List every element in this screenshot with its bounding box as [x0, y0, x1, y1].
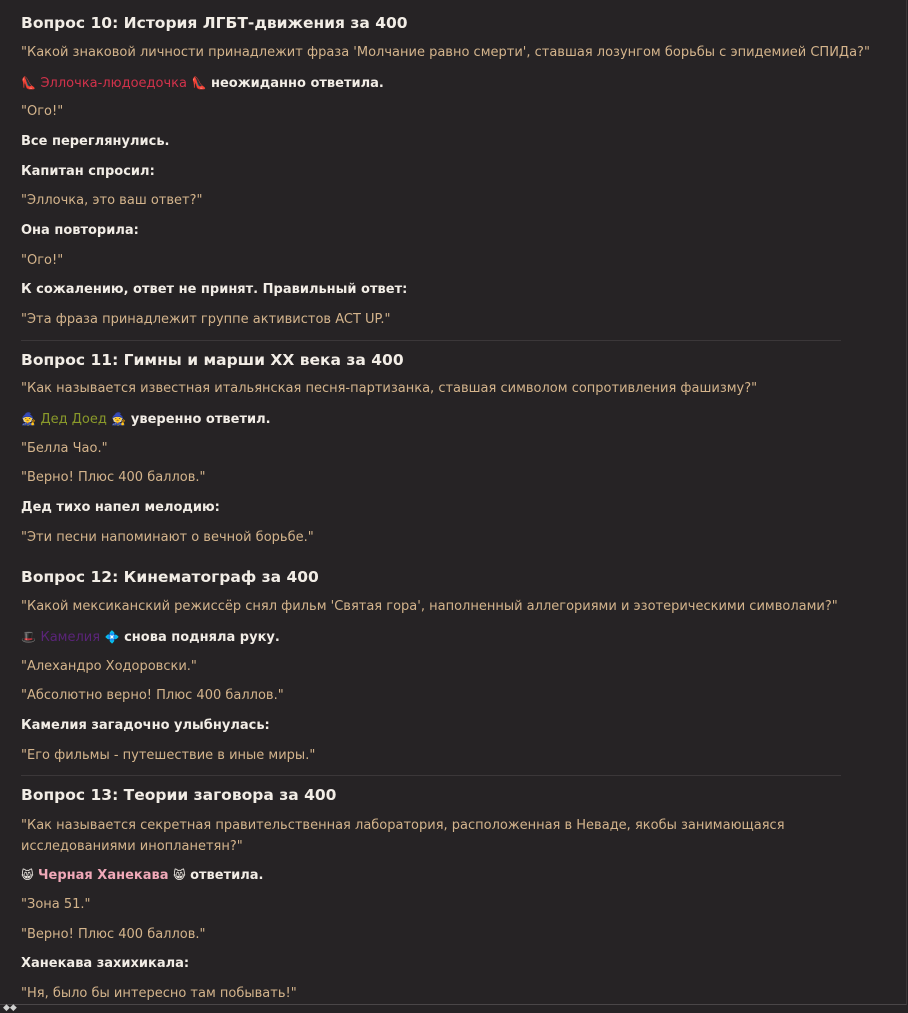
scroll-arrow-icon[interactable]: ◆◆ — [3, 1003, 17, 1013]
responder-action: уверенно ответил. — [130, 412, 271, 427]
responder-action: снова подняла руку. — [124, 630, 280, 645]
question-header: Вопрос 13: Теории заговора за 400 — [21, 786, 337, 804]
wizard-icon: 🧙 — [111, 412, 127, 426]
question-text: "Как называется известная итальянская песня-партизанка, ставшая символом сопротивления фашизму?" — [21, 381, 758, 396]
quote-line: "Ого!" — [21, 253, 64, 268]
quote-line: "Эти песни напоминают о вечной борьбе." — [21, 530, 314, 545]
narration-line: Все переглянулись. — [21, 134, 170, 149]
quote-line: "Ня, было бы интересно там побывать!" — [21, 986, 297, 1001]
wizard-icon: 🧙 — [21, 412, 36, 426]
responder-name[interactable]: Камелия — [40, 630, 101, 645]
question-header: Вопрос 10: История ЛГБТ-движения за 400 — [21, 14, 408, 32]
question-header: Вопрос 12: Кинематограф за 400 — [21, 568, 319, 586]
quote-line: "Ого!" — [21, 104, 64, 119]
cat-icon: 😸 — [21, 868, 34, 882]
responder-line — [21, 410, 271, 429]
narration-line: К сожалению, ответ не принят. Правильный ответ: — [21, 282, 408, 297]
heel-icon: 👠 — [191, 76, 207, 90]
narration-line: Дед тихо напел мелодию: — [21, 500, 220, 515]
question-text: "Какой мексиканский режиссёр снял фильм 'Святая гора', наполненный аллегориями и эзотерическими символами?" — [21, 599, 838, 614]
diamond-icon: 💠 — [104, 630, 120, 644]
quote-line: "Абсолютно верно! Плюс 400 баллов." — [21, 688, 284, 703]
narration-line: Капитан спросил: — [21, 164, 155, 179]
quote-line: "Белла Чао." — [21, 441, 108, 456]
responder-action: ответила. — [190, 868, 264, 883]
section-divider — [21, 775, 841, 776]
narration-line: Камелия загадочно улыбнулась: — [21, 718, 270, 733]
responder-line — [21, 866, 263, 885]
heel-icon: 👠 — [21, 76, 36, 90]
narration-line: Ханекава захихикала: — [21, 956, 190, 971]
responder-name[interactable]: Эллочка-людоедочка — [40, 76, 187, 91]
responder-line — [21, 74, 384, 93]
responder-name[interactable]: Дед Доед — [40, 412, 107, 427]
section-divider — [21, 340, 841, 341]
narration-line: Она повторила: — [21, 223, 139, 238]
quote-line: "Зона 51." — [21, 897, 91, 912]
quote-line: "Его фильмы - путешествие в иные миры." — [21, 748, 316, 763]
responder-line — [21, 628, 280, 647]
question-header: Вопрос 11: Гимны и марши XX века за 400 — [21, 351, 404, 369]
responder-name[interactable]: Черная Ханекава — [38, 868, 169, 883]
question-text: "Какой знаковой личности принадлежит фраза 'Молчание равно смерти', ставшая лозунгом борьбы с эпидемией СПИДа?" — [21, 45, 870, 60]
quote-line: "Верно! Плюс 400 баллов." — [21, 927, 206, 942]
top-hat-icon: 🎩 — [21, 630, 36, 644]
question-text: "Как называется секретная правительственная лаборатория, расположенная в Неваде, якобы занимающаяся исследованиями инопланетян?" — [21, 818, 785, 854]
cat-icon: 😸 — [173, 868, 186, 882]
responder-action: неожиданно ответила. — [210, 76, 384, 91]
quote-line: "Верно! Плюс 400 баллов." — [21, 470, 206, 485]
quote-line: "Алехандро Ходоровски." — [21, 659, 197, 674]
quote-line: "Эллочка, это ваш ответ?" — [21, 193, 203, 208]
quote-line: "Эта фраза принадлежит группе активистов ACT UP." — [21, 312, 391, 327]
